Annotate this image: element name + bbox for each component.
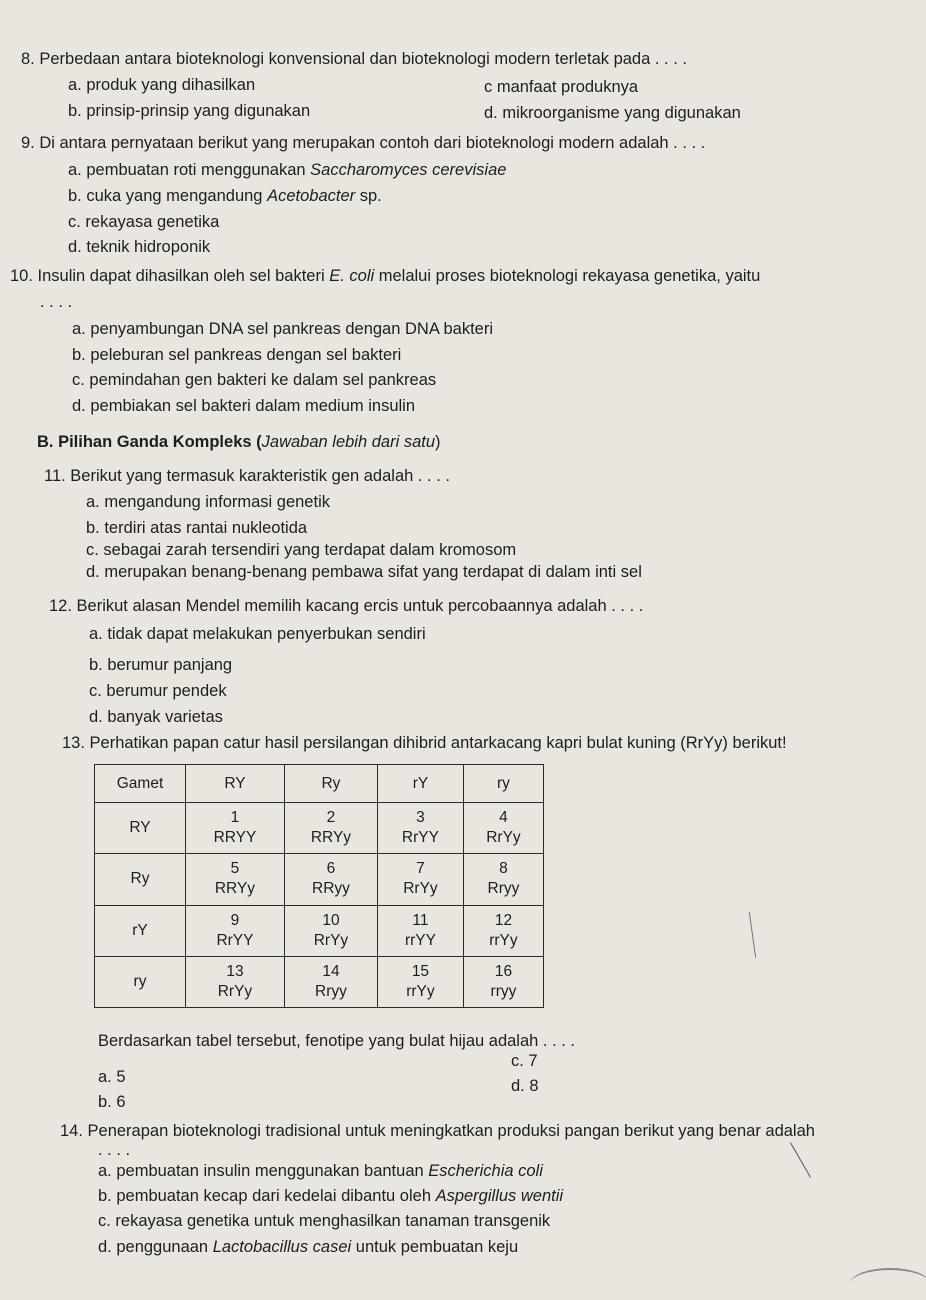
cell-genotype: RrYY: [401, 829, 439, 847]
q13-option-b[interactable]: b. 6: [98, 1093, 126, 1111]
punnett-row: [95, 905, 544, 956]
q11-option-a[interactable]: a. mengandung informasi genetik: [86, 493, 330, 511]
q8-stem: 8. Perbedaan antara bioteknologi konvensional dan bioteknologi modern terletak pada . . . .: [21, 50, 687, 68]
punnett-row-header: RY: [95, 803, 186, 854]
punnett-col-header: ry: [463, 765, 543, 803]
punnett-cell: [186, 956, 285, 1007]
q9-stem: 9. Di antara pernyataan berikut yang merupakan contoh dari bioteknologi modern adalah . . . .: [21, 134, 706, 152]
q14-stem: 14. Penerapan bioteknologi tradisional untuk meningkatkan produksi pangan berikut yang benar adalah: [60, 1122, 815, 1140]
page-edge-mark: [749, 912, 756, 958]
q10-option-b[interactable]: b. peleburan sel pankreas dengan sel bakteri: [72, 346, 402, 364]
punnett-row-header: rY: [95, 905, 186, 956]
punnett-header-row: [95, 765, 544, 803]
q11-option-d[interactable]: d. merupakan benang-benang pembawa sifat yang terdapat di dalam inti sel: [86, 563, 642, 581]
q14-option-d-text: d. penggunaan: [98, 1238, 213, 1256]
punnett-row: [95, 956, 544, 1007]
punnett-cell: [463, 854, 543, 905]
q14-option-b[interactable]: [98, 1187, 563, 1206]
cell-number: 15: [411, 962, 430, 980]
punnett-cell: [377, 854, 463, 905]
q9-option-b[interactable]: [68, 187, 382, 206]
cell-genotype: Rryy: [315, 982, 347, 1000]
q14-option-a-text: a. pembuatan insulin menggunakan bantuan: [98, 1162, 429, 1180]
q14-option-b-text: b. pembuatan kecap dari kedelai dibantu oleh: [98, 1187, 436, 1205]
punnett-cell: [186, 803, 285, 854]
punnett-cell: [377, 956, 463, 1007]
cell-number: 14: [322, 962, 340, 980]
cell-number: 5: [230, 860, 240, 878]
q9-option-b-text: b. cuka yang mengandung: [68, 187, 268, 205]
q9-option-a[interactable]: [68, 161, 506, 180]
cell-number: 1: [230, 809, 240, 827]
q11-option-b[interactable]: b. terdiri atas rantai nukleotida: [86, 519, 308, 537]
punnett-cell: [377, 905, 463, 956]
q14-stem-ellipsis: . . . .: [98, 1141, 131, 1159]
q14-option-d-suffix: untuk pembuatan keju: [351, 1238, 519, 1256]
q12-option-c[interactable]: c. berumur pendek: [89, 682, 227, 700]
q12-stem: 12. Berikut alasan Mendel memilih kacang ercis untuk percobaannya adalah . . . .: [49, 597, 644, 615]
q14-option-b-species: Aspergillus wentii: [435, 1187, 564, 1205]
cell-genotype: RrYy: [217, 982, 253, 1000]
cell-number: 6: [326, 860, 336, 878]
punnett-cell: [186, 854, 285, 905]
q14-option-a[interactable]: [98, 1162, 543, 1181]
punnett-cell: [186, 905, 285, 956]
cell-genotype: rrYY: [404, 931, 436, 949]
page-curl-shadow: [850, 1268, 926, 1300]
q10-stem-rest: melalui proses bioteknologi rekayasa genetika, yaitu: [374, 267, 761, 285]
punnett-cell: [284, 854, 377, 905]
q10-stem-species: E. coli: [329, 267, 375, 285]
punnett-cell: [284, 905, 377, 956]
cell-number: 2: [326, 809, 336, 827]
cell-genotype: RrYy: [313, 931, 349, 949]
punnett-row-header: Ry: [95, 854, 186, 905]
cell-genotype: rryy: [490, 982, 517, 1000]
section-b-note: Jawaban lebih dari satu: [261, 433, 436, 451]
q14-option-c[interactable]: c. rekayasa genetika untuk menghasilkan tanaman transgenik: [98, 1212, 551, 1230]
punnett-cell: [463, 956, 543, 1007]
q10-option-c[interactable]: c. pemindahan gen bakteri ke dalam sel pankreas: [72, 371, 437, 389]
page-edge-mark: [790, 1142, 811, 1177]
q13-follow-up: Berdasarkan tabel tersebut, fenotipe yang bulat hijau adalah . . . .: [98, 1032, 575, 1050]
section-b-close: ): [435, 433, 441, 451]
q12-option-d[interactable]: d. banyak varietas: [89, 708, 223, 726]
cell-number: 7: [416, 860, 425, 878]
q13-stem: 13. Perhatikan papan catur hasil persilangan dihibrid antarkacang kapri bulat kuning (RrYy) berikut!: [62, 734, 787, 752]
q8-option-a[interactable]: a. produk yang dihasilkan: [68, 76, 256, 94]
punnett-col-header: RY: [186, 765, 285, 803]
punnett-col-header: Ry: [284, 765, 377, 803]
punnett-cell: [284, 956, 377, 1007]
cell-genotype: rrYy: [406, 982, 435, 1000]
cell-genotype: RrYy: [486, 829, 521, 847]
cell-genotype: RRYy: [214, 880, 256, 898]
cell-number: 9: [230, 911, 240, 929]
q12-option-a[interactable]: a. tidak dapat melakukan penyerbukan sendiri: [89, 625, 426, 643]
cell-number: 3: [416, 809, 425, 827]
cell-number: 4: [499, 809, 508, 827]
punnett-row: [95, 803, 544, 854]
punnett-cell: [377, 803, 463, 854]
section-b-heading: [37, 433, 441, 452]
q12-option-b[interactable]: b. berumur panjang: [89, 656, 233, 674]
q13-option-c[interactable]: c. 7: [511, 1052, 538, 1070]
cell-genotype: Rryy: [487, 880, 520, 898]
q10-stem-ellipsis: . . . .: [40, 293, 73, 311]
punnett-col-header: rY: [377, 765, 463, 803]
cell-number: 11: [412, 911, 429, 929]
q9-option-c[interactable]: c. rekayasa genetika: [68, 213, 220, 231]
punnett-square-table: [94, 764, 544, 1008]
q10-option-a[interactable]: a. penyambungan DNA sel pankreas dengan DNA bakteri: [72, 320, 494, 338]
cell-genotype: RRyy: [312, 880, 350, 898]
punnett-cell: [463, 803, 543, 854]
punnett-corner-cell: Gamet: [95, 765, 186, 803]
q9-option-a-text: a. pembuatan roti menggunakan: [68, 161, 311, 179]
q11-stem: 11. Berikut yang termasuk karakteristik gen adalah . . . .: [44, 467, 450, 485]
q9-option-b-suffix: sp.: [355, 187, 382, 205]
cell-number: 13: [226, 962, 244, 980]
q13-option-d[interactable]: d. 8: [511, 1077, 539, 1095]
cell-number: 8: [499, 860, 508, 878]
punnett-cell: [284, 803, 377, 854]
cell-genotype: RRYy: [310, 829, 352, 847]
punnett-cell: [463, 905, 543, 956]
q8-option-d[interactable]: d. mikroorganisme yang digunakan: [484, 104, 741, 122]
section-b-title: B. Pilihan Ganda Kompleks (: [37, 433, 262, 451]
q10-option-d[interactable]: d. pembiakan sel bakteri dalam medium insulin: [72, 397, 416, 415]
q9-option-a-species: Saccharomyces cerevisiae: [310, 161, 507, 179]
cell-genotype: rrYy: [489, 931, 518, 949]
q13-option-a[interactable]: a. 5: [98, 1068, 126, 1086]
q8-option-b[interactable]: b. prinsip-prinsip yang digunakan: [68, 102, 311, 120]
punnett-row: [95, 854, 544, 905]
q9-option-d[interactable]: d. teknik hidroponik: [68, 238, 211, 256]
q14-option-d-species: Lactobacillus casei: [212, 1238, 352, 1256]
q9-option-b-genus: Acetobacter: [267, 187, 356, 205]
punnett-row-header: ry: [95, 956, 186, 1007]
cell-number: 16: [494, 962, 513, 980]
q10-stem: [10, 267, 760, 286]
cell-number: 10: [322, 911, 340, 929]
q10-stem-text: 10. Insulin dapat dihasilkan oleh sel bakteri: [10, 267, 330, 285]
q14-option-d[interactable]: [98, 1238, 518, 1257]
q14-option-a-species: Escherichia coli: [428, 1162, 543, 1180]
q8-option-c[interactable]: c manfaat produknya: [484, 78, 639, 96]
cell-genotype: RrYy: [403, 880, 438, 898]
cell-genotype: RrYY: [216, 931, 254, 949]
cell-number: 12: [494, 911, 513, 929]
q11-option-c[interactable]: c. sebagai zarah tersendiri yang terdapat dalam kromosom: [86, 541, 517, 559]
cell-genotype: RRYY: [213, 829, 257, 847]
